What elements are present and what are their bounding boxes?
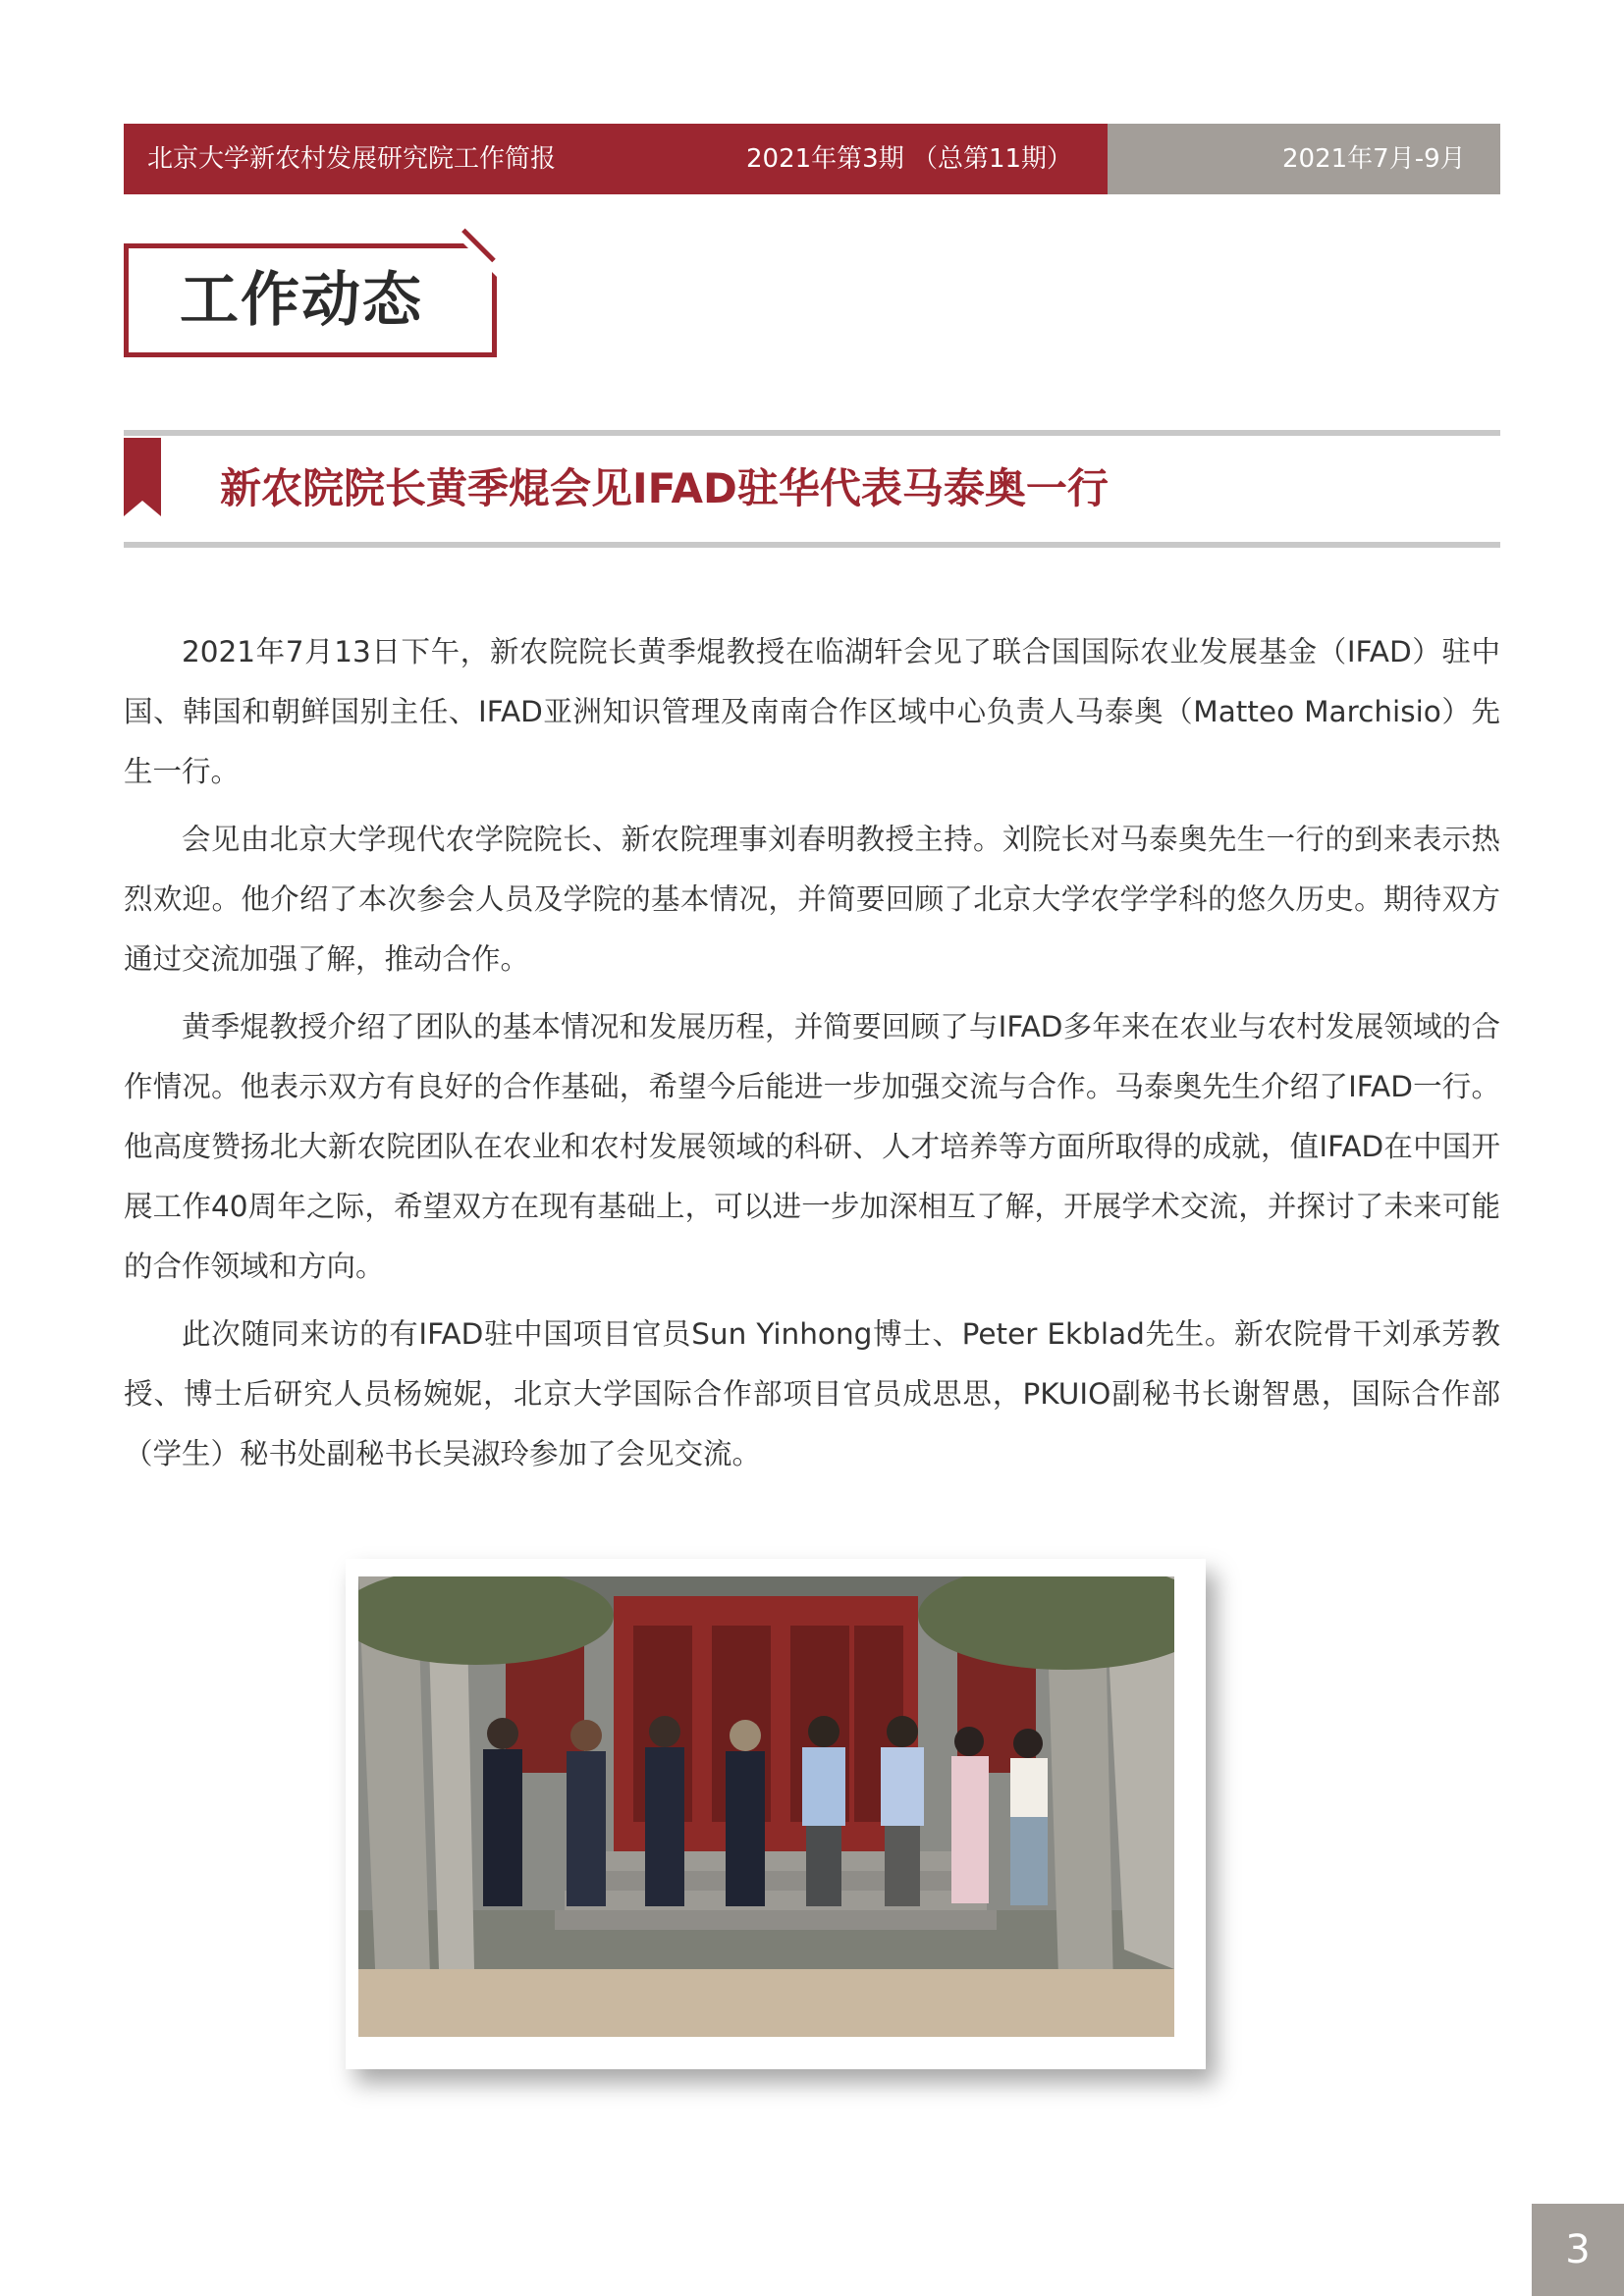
header-org-name: 北京大学新农村发展研究院工作简报 xyxy=(147,144,557,174)
article-title: 新农院院长黄季焜会见IFAD驻华代表马泰奥一行 xyxy=(220,464,1109,512)
header-issue: 2021年第3期 （总第11期） xyxy=(746,144,1073,174)
header-bar xyxy=(124,124,1500,194)
group-photo xyxy=(358,1576,1174,2037)
title-bottom-rule xyxy=(124,542,1500,548)
page-number: 3 xyxy=(1532,2204,1624,2296)
article-body xyxy=(124,622,1500,1492)
paragraph: 2021年7月13日下午，新农院院长黄季焜教授在临湖轩会见了联合国国际农业发展基金（IFAD）驻中国、韩国和朝鲜国别主任、IFAD亚洲知识管理及南南合作区域中心负责人马泰奥（Matteo Marchisio）先生一行。 xyxy=(124,635,1500,788)
paragraph: 会见由北京大学现代农学院院长、新农院理事刘春明教授主持。刘院长对马泰奥先生一行的到来表示热烈欢迎。他介绍了本次参会人员及学院的基本情况，并简要回顾了北京大学农学学科的悠久历史。期待双方通过交流加强了解，推动合作。 xyxy=(124,823,1500,976)
group-photo-image xyxy=(358,1576,1174,2037)
paragraph: 黄季焜教授介绍了团队的基本情况和发展历程，并简要回顾了与IFAD多年来在农业与农村发展领域的合作情况。他表示双方有良好的合作基础，希望今后能进一步加强交流与合作。马泰奥先生介绍了IFAD一行。他高度赞扬北大新农院团队在农业和农村发展领域的科研、人才培养等方面所取得的成就，值IFAD在中国开展工作40周年之际，希望双方在现有基础上，可以进一步加深相互了解，开展学术交流，并探讨了未来可能的合作领域和方向。 xyxy=(124,1010,1500,1283)
section-title: 工作动态 xyxy=(180,266,423,335)
header-period: 2021年7月-9月 xyxy=(1282,144,1466,174)
section-label-box xyxy=(124,243,497,357)
title-top-rule xyxy=(124,430,1500,436)
paragraph: 此次随同来访的有IFAD驻中国项目官员Sun Yinhong博士、Peter Ekblad先生。新农院骨干刘承芳教授、博士后研究人员杨婉妮，北京大学国际合作部项目官员成思思，PKUIO副秘书长谢智愚，国际合作部（学生）秘书处副秘书长吴淑玲参加了会见交流。 xyxy=(124,1317,1500,1470)
bookmark-ribbon-icon xyxy=(124,438,161,516)
